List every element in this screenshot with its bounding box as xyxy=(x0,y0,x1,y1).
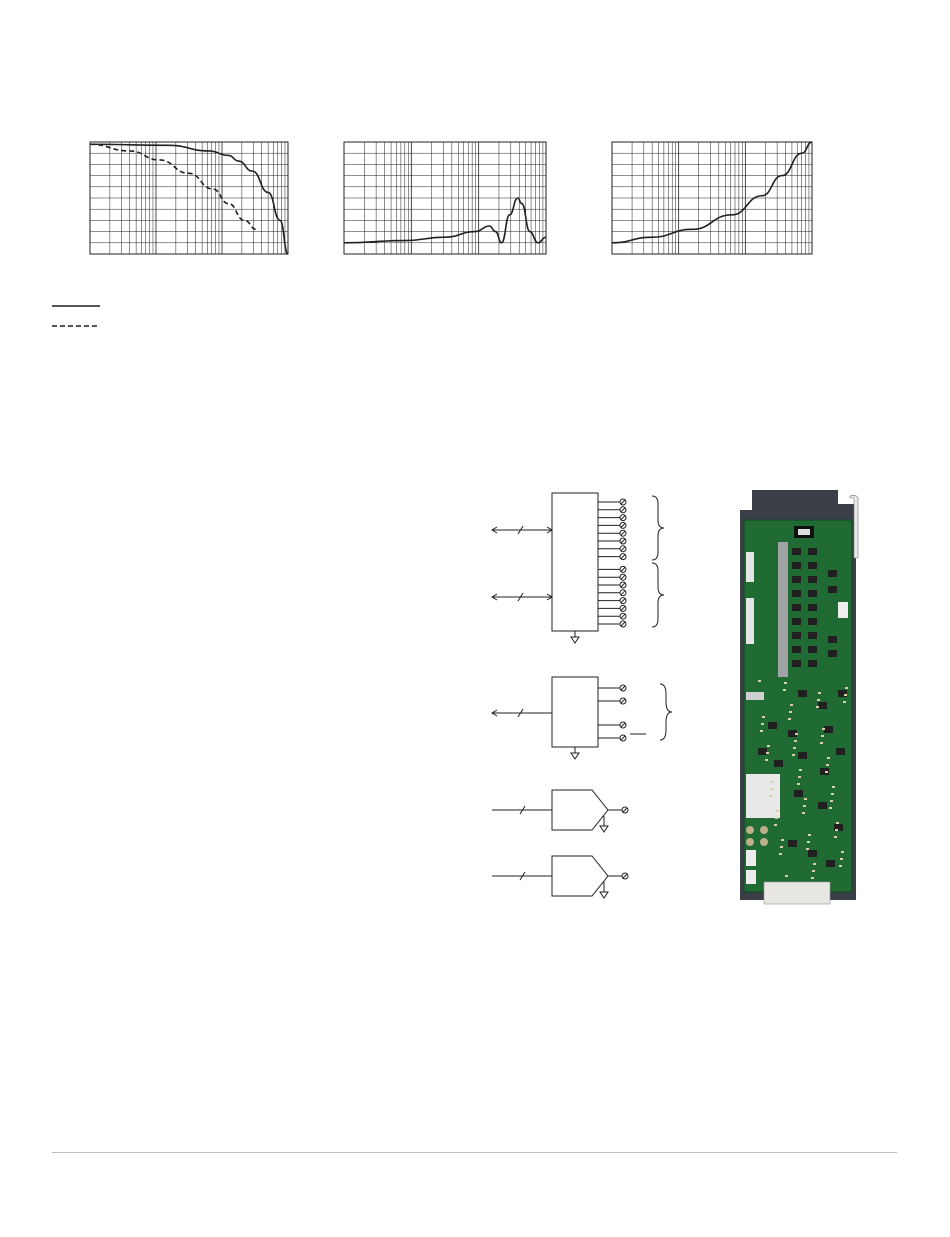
pcb-passive xyxy=(826,764,829,766)
chart-3 xyxy=(612,142,812,254)
pcb-passive xyxy=(794,740,797,742)
chart-2 xyxy=(344,142,546,254)
pcb-passive xyxy=(792,754,795,756)
pcb-chip xyxy=(798,752,807,759)
dac-channel-1 xyxy=(488,786,648,836)
pcb-chip xyxy=(792,548,801,555)
pcb-chip xyxy=(794,790,803,797)
pcb-chip xyxy=(788,840,797,847)
pcb-chip xyxy=(826,860,835,867)
pcb-chip xyxy=(808,632,817,639)
pcb-chip xyxy=(808,562,817,569)
pcb-chip xyxy=(798,690,807,697)
pcb-passive xyxy=(804,798,807,800)
pcb-chip xyxy=(758,748,767,755)
pcb-passive xyxy=(808,834,811,836)
pcb-passive xyxy=(817,699,820,701)
pcb-module-icon xyxy=(738,490,868,908)
pcb-passive xyxy=(760,730,763,732)
chart-legend xyxy=(52,300,102,332)
pcb-passive xyxy=(775,817,778,819)
pcb-passive xyxy=(822,728,825,730)
pcb-passive xyxy=(761,723,764,725)
pcb-chip xyxy=(828,570,837,577)
pcb-passive xyxy=(839,865,842,867)
pcb-chip xyxy=(818,802,827,809)
pcb-passive xyxy=(788,718,791,720)
pcb-passive xyxy=(812,870,815,872)
pcb-chip xyxy=(792,576,801,583)
dio-block-box xyxy=(552,493,598,631)
dac-channel-2 xyxy=(488,852,648,904)
pcb-passive xyxy=(825,771,828,773)
pcb-chip xyxy=(828,586,837,593)
pcb-chip xyxy=(836,748,845,755)
pcb-chip xyxy=(792,646,801,653)
series-line-solid xyxy=(90,144,288,254)
dac-1-amplifier xyxy=(552,790,608,830)
pcb-passive xyxy=(829,807,832,809)
pcb-chip xyxy=(792,604,801,611)
chart-3-plot xyxy=(612,142,812,254)
pcb-passive xyxy=(770,788,773,790)
totalizer-block-diagram xyxy=(488,672,678,772)
pcb-chip xyxy=(828,650,837,657)
pcb-chip xyxy=(808,646,817,653)
pcb-passive xyxy=(774,824,777,826)
chart-2-plot xyxy=(344,142,546,254)
pcb-passive xyxy=(758,680,761,682)
pcb-passive xyxy=(820,742,823,744)
pcb-chip xyxy=(792,562,801,569)
pcb-chip xyxy=(792,632,801,639)
pcb-passive xyxy=(835,829,838,831)
pcb-chip xyxy=(818,702,827,709)
pcb-chip xyxy=(808,548,817,555)
pcb-passive xyxy=(841,851,844,853)
pcb-chip xyxy=(768,722,777,729)
pcb-passive xyxy=(818,692,821,694)
pcb-passive xyxy=(836,822,839,824)
pcb-chip xyxy=(792,590,801,597)
pcb-passive xyxy=(781,839,784,841)
pcb-passive xyxy=(762,716,765,718)
pcb-chip xyxy=(792,660,801,667)
pcb-passive xyxy=(771,781,774,783)
pcb-passive xyxy=(807,841,810,843)
pcb-chip xyxy=(828,636,837,643)
series-line-solid xyxy=(612,142,812,243)
pcb-passive xyxy=(816,706,819,708)
pcb-chip xyxy=(808,576,817,583)
pcb-passive xyxy=(827,757,830,759)
pcb-passive xyxy=(790,704,793,706)
pcb-passive xyxy=(783,689,786,691)
pcb-chip xyxy=(808,604,817,611)
pcb-passive xyxy=(797,783,800,785)
pcb-passive xyxy=(821,735,824,737)
pcb-chip xyxy=(808,660,817,667)
pcb-chip xyxy=(808,618,817,625)
pcb-passive xyxy=(766,752,769,754)
pcb-passive xyxy=(799,769,802,771)
pcb-passive xyxy=(789,711,792,713)
pcb-passive xyxy=(769,795,772,797)
pcb-chip xyxy=(774,760,783,767)
pcb-passive xyxy=(780,846,783,848)
pcb-passive xyxy=(776,810,779,812)
pcb-passive xyxy=(767,745,770,747)
pcb-passive xyxy=(830,800,833,802)
pcb-passive xyxy=(831,793,834,795)
dac-2-amplifier xyxy=(552,856,608,896)
dio-terminal-group xyxy=(598,499,626,627)
pcb-passive xyxy=(803,805,806,807)
dio-block-diagram xyxy=(488,490,678,650)
pcb-passive xyxy=(784,682,787,684)
totalizer-block-box xyxy=(552,677,598,747)
pcb-passive xyxy=(843,701,846,703)
chart-1 xyxy=(90,142,288,254)
pcb-passive xyxy=(793,747,796,749)
pcb-passive xyxy=(813,863,816,865)
pcb-passive xyxy=(811,877,814,879)
pcb-chip xyxy=(792,618,801,625)
pcb-passive xyxy=(779,853,782,855)
pcb-chip xyxy=(824,726,833,733)
pcb-chip xyxy=(808,590,817,597)
pcb-passive xyxy=(785,875,788,877)
pcb-chip xyxy=(808,850,817,857)
pcb-passive xyxy=(844,694,847,696)
pcb-passive xyxy=(834,836,837,838)
pcb-passive xyxy=(840,858,843,860)
pcb-passive xyxy=(798,776,801,778)
chart-1-plot xyxy=(90,142,288,254)
pcb-passive xyxy=(795,733,798,735)
pcb-passive xyxy=(802,812,805,814)
pcb-passive xyxy=(832,786,835,788)
pcb-passive xyxy=(806,848,809,850)
pcb-passive xyxy=(845,687,848,689)
pcb-passive xyxy=(765,759,768,761)
pcb-module-photo xyxy=(738,490,868,908)
footer-rule xyxy=(52,1152,897,1153)
